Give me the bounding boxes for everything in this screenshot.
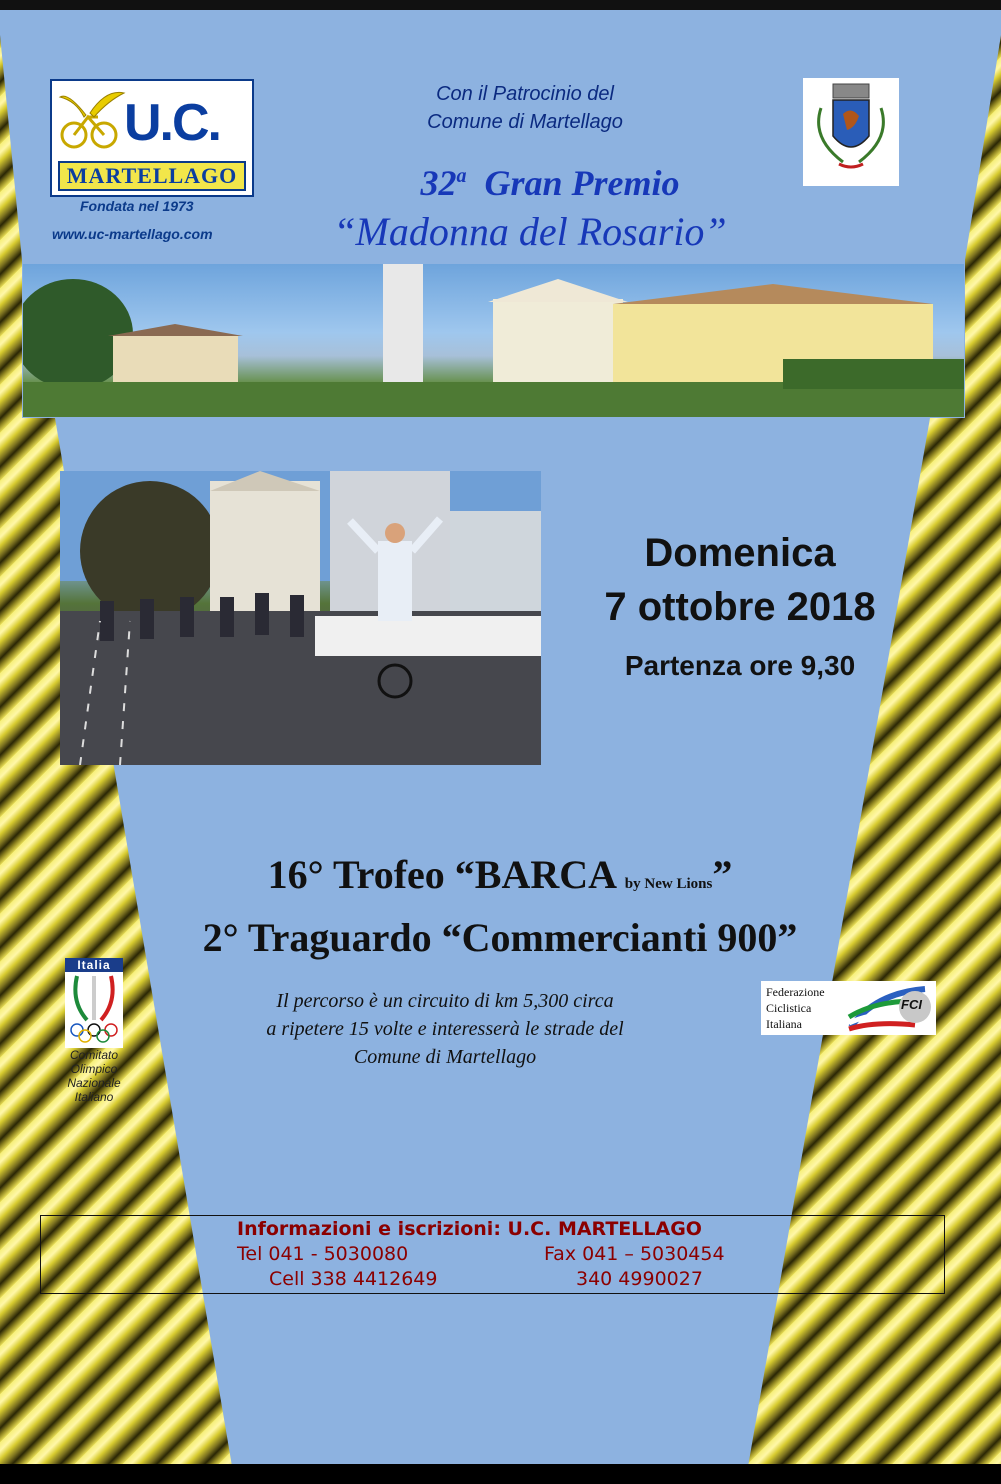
event-title [300, 162, 800, 204]
winged-wheel-icon [58, 87, 128, 157]
fci-abbr: FCI [901, 997, 922, 1012]
fci-name-line: Italiana [766, 1017, 802, 1031]
event-subtitle: “Madonna del Rosario” [333, 209, 727, 254]
coni-caption-line: Italiano [74, 1090, 114, 1104]
coni-caption [59, 1048, 129, 1104]
founded-text: Fondata nel 1973 [80, 198, 194, 214]
coni-logo [65, 958, 125, 1104]
trophy-sponsor: by New Lions [624, 876, 713, 892]
trophy-line-2: 2° Traguardo “Commercianti 900” [202, 915, 798, 960]
patronage-line-2: Comune di Martellago [427, 111, 623, 133]
coni-emblem [65, 958, 123, 1048]
club-logo [50, 79, 254, 197]
contact-title: Informazioni e iscrizioni: U.C. MARTELLAGO [237, 1218, 702, 1240]
race-illustration [60, 471, 541, 765]
edition-number: 32 [420, 163, 457, 203]
coni-caption-line: Comitato [69, 1048, 119, 1062]
logo-uc-text: U.C. [124, 94, 220, 152]
top-border [0, 0, 1001, 10]
website-link[interactable]: www.uc-martellago.com [52, 226, 213, 242]
contact-cell-2: 340 4990027 [576, 1268, 703, 1290]
start-time: Partenza ore 9,30 [624, 650, 856, 681]
event-full-date: 7 ottobre 2018 [604, 585, 876, 629]
coni-word: Italia [65, 958, 123, 972]
event-title-text: Gran Premio [484, 163, 680, 203]
course-description [200, 987, 690, 1071]
fci-name [766, 984, 825, 1032]
edition-superscript: a [456, 165, 467, 187]
panorama-illustration [23, 264, 964, 417]
course-line-3: Comune di Martellago [353, 1046, 537, 1068]
patronage-line-1: Con il Patrocinio del [436, 83, 614, 105]
logo-name: MARTELLAGO [58, 161, 246, 191]
patronage-text [380, 80, 670, 136]
trophy-line-1 [100, 848, 900, 911]
bottom-border [0, 1464, 1001, 1484]
race-finish-photo [60, 471, 541, 765]
contact-cell-1: Cell 338 4412649 [269, 1268, 438, 1290]
contact-fax: Fax 041 – 5030454 [544, 1243, 725, 1265]
course-line-2: a ripetere 15 volte e interesserà le strade del [266, 1018, 624, 1040]
trophy-line-1-close: ” [712, 852, 733, 897]
coat-of-arms-icon [803, 78, 899, 186]
event-day: Domenica [644, 531, 836, 575]
contact-info-box [40, 1215, 945, 1294]
coni-caption-line: Nazionale [67, 1076, 121, 1090]
fci-name-line: Ciclistica [766, 1001, 812, 1015]
trophy-line-1-main: 16° Trofeo “BARCA [267, 852, 615, 897]
town-panorama-photo [23, 264, 964, 417]
trophies-heading [100, 848, 900, 965]
coni-caption-line: Olimpico [70, 1062, 118, 1076]
event-date [590, 526, 890, 634]
olympic-rings-icon [65, 972, 123, 1044]
municipal-crest [803, 78, 899, 186]
fci-name-line: Federazione [766, 985, 825, 999]
contact-tel: Tel 041 - 5030080 [237, 1243, 409, 1265]
course-line-1: Il percorso è un circuito di km 5,300 circa [276, 990, 614, 1012]
fci-logo [761, 981, 936, 1035]
